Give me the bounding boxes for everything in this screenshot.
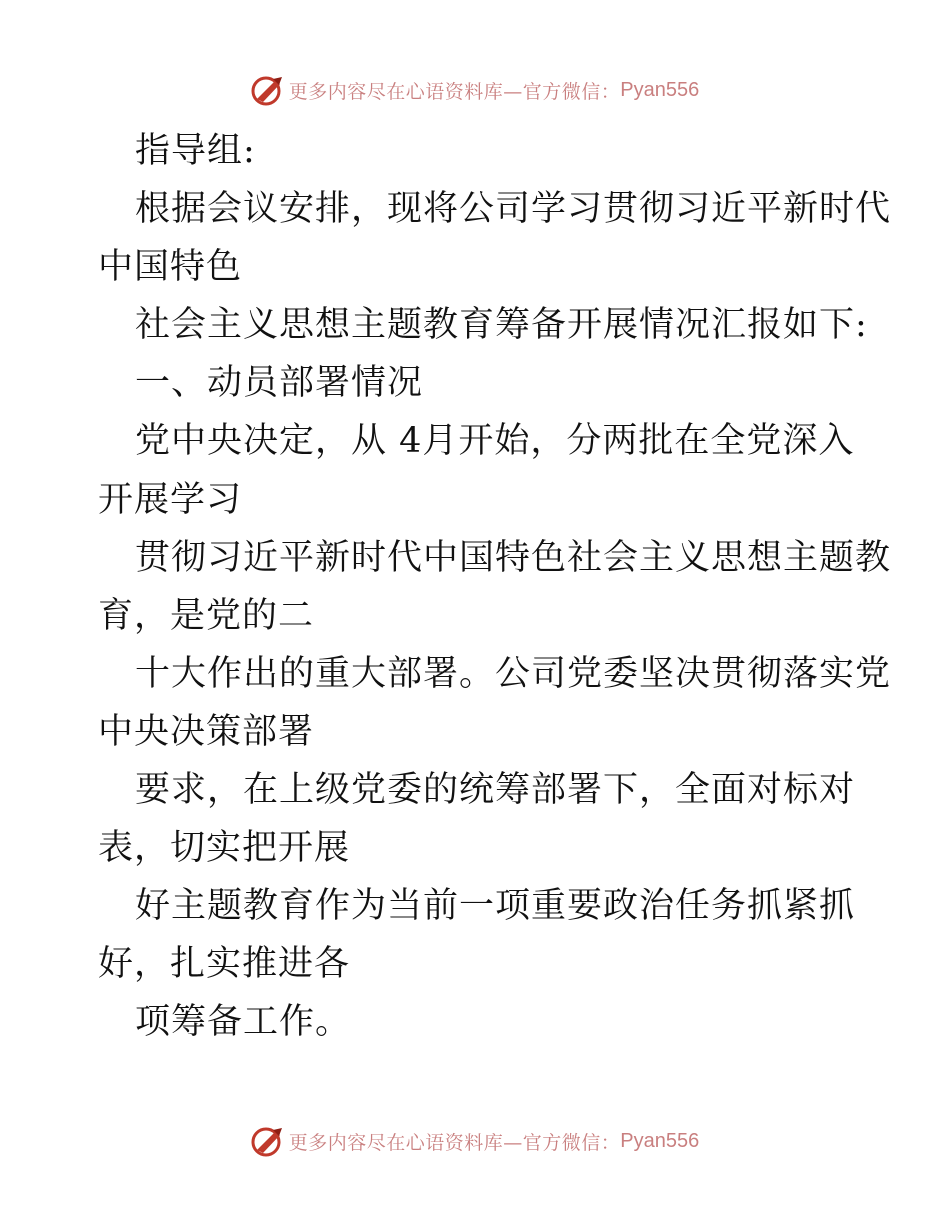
text-line: 好主题教育作为当前一项重要政治任务抓紧抓 xyxy=(135,886,856,927)
text-line: 贯彻习近平新时代中国特色社会主义思想主题教 xyxy=(135,537,892,578)
footer-watermark xyxy=(0,1121,950,1161)
text-line: 根据会议安排，现将公司学习贯彻习近平新时代 xyxy=(135,189,892,230)
text-line: 中央决策部署 xyxy=(98,711,315,752)
text-line: 好，扎实推进各 xyxy=(98,944,351,985)
text-line: 党中央决定，从 4月开始，分两批在全党深入 xyxy=(135,421,855,462)
text-line: 社会主义思想主题教育筹备开展情况汇报如下: xyxy=(135,305,868,346)
document-body xyxy=(98,122,898,1052)
watermark-wechat-id: Pyan556 xyxy=(620,78,700,101)
pen-logo-icon xyxy=(251,73,285,107)
text-line: 育，是党的二 xyxy=(98,595,315,636)
watermark-wechat-id: Pyan556 xyxy=(620,1129,700,1152)
text-line: 表，切实把开展 xyxy=(98,828,351,869)
text-line: 开展学习 xyxy=(98,479,243,520)
text-line: 项筹备工作。 xyxy=(135,1002,352,1043)
header-watermark xyxy=(0,70,950,110)
text-line: 指导组: xyxy=(135,131,256,171)
text-line: 要求，在上级党委的统筹部署下，全面对标对 xyxy=(135,770,856,811)
text-line: 中国特色 xyxy=(98,247,243,288)
text-line: 十大作出的重大部署。公司党委坚决贯彻落实党 xyxy=(135,653,892,694)
watermark-text: 更多内容尽在心语资料库—官方微信： xyxy=(288,80,621,103)
pen-logo-icon xyxy=(251,1124,285,1158)
section-heading: 一、动员部署情况 xyxy=(135,363,424,404)
watermark-text: 更多内容尽在心语资料库—官方微信： xyxy=(288,1131,621,1154)
